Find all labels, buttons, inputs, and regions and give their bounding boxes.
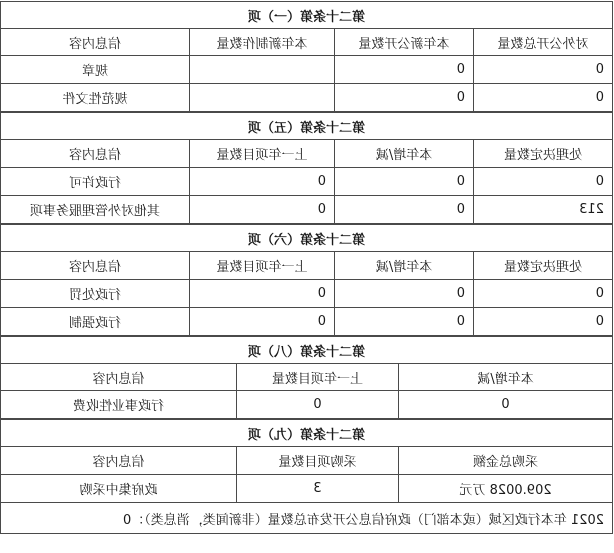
column-header: 信息内容 [0, 252, 189, 280]
cell-value: 0 [335, 56, 474, 84]
cell-value: 0 [399, 391, 613, 419]
table-row [0, 56, 612, 84]
column-header: 上一年项目数量 [190, 252, 335, 280]
section-5-table [0, 419, 613, 534]
cell-value: 209.0028 万元 [399, 475, 613, 503]
cell-value: 0 [237, 391, 399, 419]
section-title: 第二十条第（一）项 [0, 2, 612, 29]
table-row [0, 308, 612, 336]
row-label: 行政许可 [0, 168, 189, 196]
column-header: 本年增/减 [335, 252, 474, 280]
column-header: 本年增/减 [399, 364, 613, 391]
section-1-table [0, 1, 613, 112]
row-label: 行政处罚 [0, 280, 189, 308]
section-2-table [0, 112, 613, 224]
cell-value: 0 [190, 280, 335, 308]
row-label: 其他对外管理服务事项 [0, 196, 189, 224]
section-3-table [0, 224, 613, 336]
cell-value: 0 [474, 56, 613, 84]
table-row [1, 391, 613, 419]
cell-value: 0 [190, 168, 335, 196]
row-label: 规章 [0, 56, 189, 84]
cell-value [190, 84, 335, 112]
column-header: 采购项目数量 [237, 447, 399, 475]
column-header: 上一年项目数量 [190, 140, 335, 168]
section-title: 第二十条第（六）项 [0, 225, 612, 252]
cell-value: 0 [190, 196, 335, 224]
cell-value: 0 [335, 84, 474, 112]
section-title: 第二十条第（五）项 [0, 113, 612, 140]
row-label: 规范性文件 [0, 84, 189, 112]
column-header: 本年增/减 [335, 140, 474, 168]
disclosure-statistics-table [1, 1, 613, 551]
cell-value: 0 [474, 280, 613, 308]
cell-value: 0 [474, 168, 613, 196]
column-header: 处理决定数量 [474, 252, 613, 280]
table-row [0, 280, 612, 308]
section-title: 第二十条第（九）项 [1, 420, 613, 447]
table-row [0, 168, 612, 196]
table-row [1, 475, 613, 503]
cell-value: 3 [237, 475, 399, 503]
cell-value [190, 56, 335, 84]
cell-value: 0 [335, 308, 474, 336]
section-4-table [0, 336, 613, 419]
column-header: 对外公开总数量 [474, 29, 613, 56]
cell-value: 0 [474, 308, 613, 336]
table-row [0, 84, 612, 112]
footer-summary: 2021 年本行政区域（或本部门）政府信息公开发布总数量（非新闻类，消息类）：0 [1, 503, 613, 534]
column-header: 信息内容 [0, 140, 189, 168]
cell-value: 0 [335, 280, 474, 308]
cell-value: 0 [335, 196, 474, 224]
column-header: 信息内容 [1, 364, 237, 391]
cell-value: 0 [335, 168, 474, 196]
table-row [0, 196, 612, 224]
cell-value: 0 [190, 308, 335, 336]
section-title: 第二十条第（八）项 [1, 337, 613, 364]
cell-value: 0 [474, 84, 613, 112]
column-header: 本年新公开数量 [335, 29, 474, 56]
column-header: 本年新制作数量 [190, 29, 335, 56]
row-label: 政府集中采购 [1, 475, 237, 503]
row-label: 行政事业性收费 [1, 391, 237, 419]
row-label: 行政强制 [0, 308, 189, 336]
cell-value: 213 [474, 196, 613, 224]
column-header: 上一年项目数量 [237, 364, 399, 391]
column-header: 信息内容 [0, 29, 189, 56]
column-header: 采购总金额 [399, 447, 613, 475]
column-header: 处理决定数量 [474, 140, 613, 168]
column-header: 信息内容 [1, 447, 237, 475]
